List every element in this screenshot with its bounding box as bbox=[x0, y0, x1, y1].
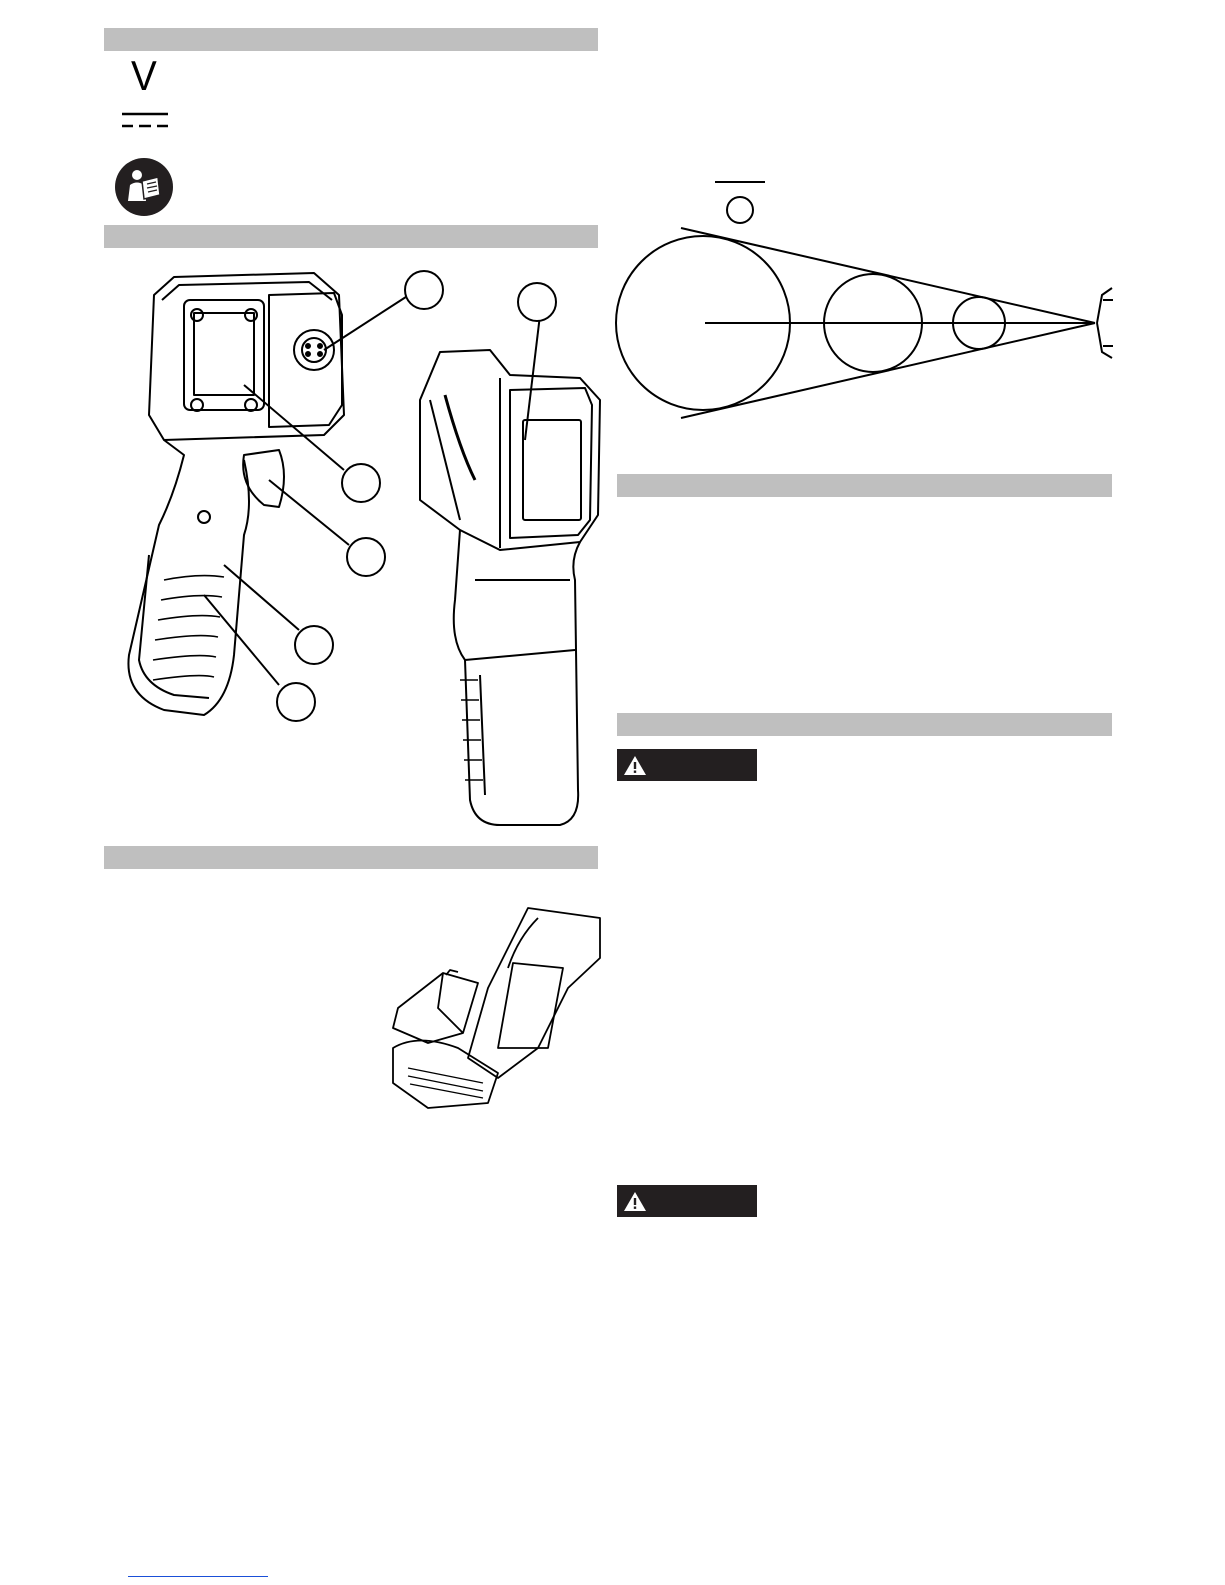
read-manual-icon bbox=[114, 157, 174, 217]
warning-triangle-icon bbox=[623, 1191, 647, 1212]
section-header-operation bbox=[617, 713, 1112, 736]
warning-label bbox=[617, 749, 757, 781]
warning-label bbox=[617, 1185, 757, 1217]
volts-symbol: V bbox=[131, 52, 157, 99]
section-header-field-of-view bbox=[617, 474, 1112, 497]
dc-symbol-icon bbox=[120, 110, 170, 132]
battery-installation-illustration bbox=[388, 908, 600, 1113]
warning-triangle-icon bbox=[623, 755, 647, 776]
section-header-functional-description bbox=[104, 225, 598, 248]
distance-to-spot-diagram bbox=[615, 180, 1115, 425]
section-header-symbols bbox=[104, 28, 598, 51]
footer-link-underline[interactable] bbox=[128, 1576, 268, 1577]
tool-front-illustration bbox=[104, 255, 444, 725]
section-header-battery bbox=[104, 846, 598, 869]
tool-side-illustration bbox=[400, 280, 610, 835]
